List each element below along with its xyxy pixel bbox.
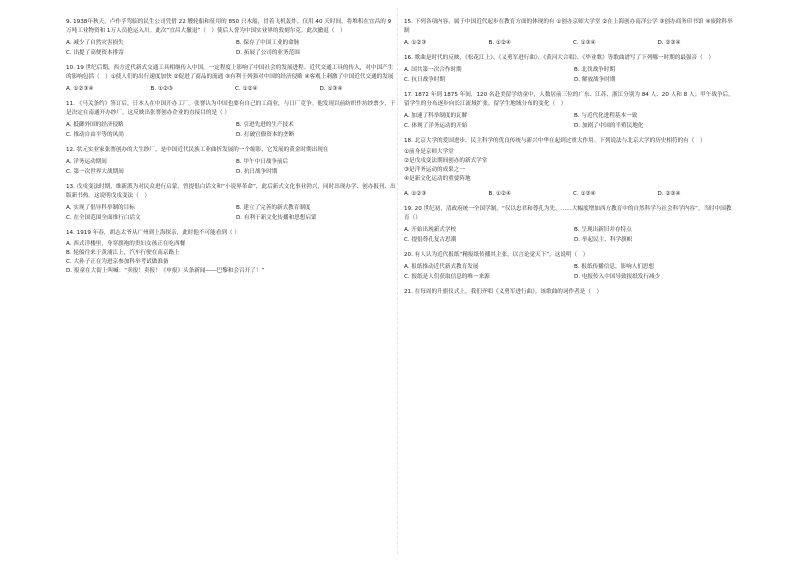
question-item (404, 205, 734, 245)
answer-options (66, 85, 396, 94)
answer-option: D. ②③④ (657, 40, 681, 46)
answer-option: B. 呈现出新旧并存特点 (574, 227, 632, 233)
answer-option: A. ①②③ (404, 40, 427, 46)
answer-option: B. 与近代化进程基本一致 (574, 113, 638, 119)
answer-option: A. 加速了科举制度的瓦解 (404, 113, 468, 119)
question-item (66, 229, 396, 276)
answer-option: C. 体现了洋务运动的开始 (404, 123, 468, 129)
question-stem: 16. 歌曲是时代的反映，《松花江上》、《义勇军进行曲》、《黄河大合唱》、《毕业歌》等歌曲谱写了下列哪一时期的最强音（ ） (404, 55, 714, 61)
answer-options (66, 240, 396, 276)
statement-item: ④是新文化运动的重要阵地 (404, 176, 471, 182)
question-stem: 11. 《马关条约》签订后，日本人在中国开办工厂。张謇认为中国也要有自己的工商业，与日厂竞争。他发现以前纺织作坊纱票少，于是决定在南通开办纱厂。这反映出张謇创办企业的直接目的是（ ） (66, 101, 396, 116)
question-stem: 14. 1919 年春，胡志太爷从广州到上海探亲，此时他不可能看到（ ） (66, 230, 240, 236)
question-stem: 19. 20 世纪初，清政府统一全国学制，“仅以忠君和尊孔为先，……大幅度增加西方教育中的自然科学与社会科学内容”。当时中国教育（） (404, 206, 732, 221)
answer-option: A. ①②③ (404, 191, 427, 197)
question-stem: 20. 有人认为近代报纸“精报纸传播其主张，以言论觉天下”，这说明（ ） (404, 252, 589, 258)
answer-options (404, 190, 734, 199)
question-item (66, 18, 396, 58)
question-stem: 10. 19 世纪后期，西方近代新式交通工具相继传入中国，一定程度上影响了中国社会的发展进程。近代交通工具的传入，对中国产生的影响包括（ ）①使人们的出行速度加快 ②促进了商品的流通 ③有利于列强对中国的经济侵略 ④客观上刺激了中国近代交通的发展 (66, 65, 394, 80)
answer-option: C. 推动自由平等的风尚 (66, 132, 124, 138)
answer-option: A. 洋务运动期间 (66, 159, 107, 165)
question-stem: 9. 1938年秋天，卢作孚驾临的民生公司凭借 22 艘轮船和征用的 850 只木船，冒着飞机轰炸，仅用 40 天时间，将堆积在宜昌的 9万吨工业物资和 1万人员抢运入川。此次“宜昌大撤退”（ ）使后人誉为中国实业界的敦刻尔克。此次撤退（ ） (66, 19, 392, 34)
answer-option: D. ①③④ (319, 86, 343, 92)
answer-option: D. 加剧了中国的半殖民地化 (574, 123, 644, 129)
question-item (404, 91, 734, 131)
answer-option: A. 西式洋楼里，身穿旗袍的贵妇女孩正在吃西餐 (66, 241, 186, 247)
answer-option: A. ①②③④ (66, 86, 94, 92)
question-item (404, 54, 734, 85)
answer-option: B. 北伐战争时期 (574, 67, 615, 73)
question-stem: 15. 下列各项内容，属于中国近代起步在教育方面的体现的有 ①创办京师大学堂 ②在上海创办南洋公学 ③创办商务印书馆 ④废除科举制 (404, 19, 733, 34)
question-stem: 13. 戊戌变法时期，维新派为对民众进行启蒙，曾提倡白话文和“小说界革命”，此后新式文化事业勃兴，同时出现办学、创办报刊、出版新书热。这说明戊戌变法（ ） (66, 184, 396, 199)
answer-option: A. 抵御外国的经济侵略 (66, 122, 124, 128)
answer-option: D. 拓展了公司的业务范围 (236, 50, 300, 56)
answer-option: A. 国共第一次合作时期 (404, 67, 462, 73)
answer-option: B. ①②③ (150, 86, 173, 92)
answer-option: C. ①③④ (573, 191, 596, 197)
question-stem: 21. 在每周的升旗仪式上，我们齐唱《义勇军进行曲》。该歌曲的词作者是（ ） (404, 289, 603, 295)
answer-options (404, 66, 734, 85)
question-item (404, 18, 734, 48)
question-item (404, 288, 734, 297)
answer-option: C. ①②④ (235, 86, 258, 92)
right-column (404, 18, 734, 302)
answer-options (66, 39, 396, 58)
question-item (66, 183, 396, 223)
answer-option: B. ①②④ (488, 40, 511, 46)
answer-option: B. 建立了完善的新式教育制度 (236, 205, 311, 211)
answer-option: B. ①②④ (488, 191, 511, 197)
answer-option: A. 实现了倡导科举制的目标 (66, 205, 135, 211)
answer-options (66, 204, 396, 223)
answer-option: B. 保存了中国工业的命脉 (236, 40, 300, 46)
answer-option: D. ②③④ (657, 191, 681, 197)
answer-option: C. 报纸是人们获取信息的唯一来源 (404, 274, 490, 280)
answer-options (404, 263, 734, 282)
answer-option: B. 甲午中日战争前后 (236, 159, 289, 165)
statement-item: ②是戊戌变法期间创办的新式学堂 (404, 158, 488, 164)
answer-options (404, 39, 734, 48)
answer-option: D. 电报传入中国导致报纸发行减少 (574, 274, 661, 280)
question-item (404, 137, 734, 199)
question-item (66, 100, 396, 140)
answer-options (404, 112, 734, 131)
question-item (404, 251, 734, 282)
answer-option: D. 抗日战争时期 (236, 169, 278, 175)
answer-option: D. 报童在大街上叫喊：“卖报！卖报！《申报》头条新闻——巴黎和会召开了！” (66, 268, 265, 274)
statement-item: ③是洋务运动的成果之一 (404, 167, 465, 173)
answer-option: D. 解放战争时期 (574, 77, 616, 83)
answer-options (66, 158, 396, 177)
question-stem: 18. 北京大学的爱国进步、民主科学的优良传统与新兴中华在起到过重大作用。下列说法与北京大学的历史相符的有（ ） (404, 138, 706, 144)
answer-option: B. 轮船往来于黄浦江上，汽车行驶在南京路上 (66, 250, 180, 256)
answer-option: C. 在全国范围全面推行白话文 (66, 215, 141, 221)
answer-option: C. 第一次世界大战期间 (66, 169, 124, 175)
answer-option: D. 举起民主、科学旗帜 (574, 237, 633, 243)
answer-option: C. 提倡尊孔复古思潮 (404, 237, 457, 243)
answer-option: B. 报纸传播信息，影响人们思想 (574, 264, 655, 270)
answer-options (404, 226, 734, 245)
answer-option: C. 出提了高便资本排寄 (66, 50, 124, 56)
answer-option: A. 开始出现新式学校 (404, 227, 457, 233)
statement-item: ①前身是京师大学堂 (404, 149, 454, 155)
question-item (66, 146, 396, 177)
left-column (66, 18, 396, 282)
question-stem: 12. 状元实业家张謇创办的大生纱厂，是中国近代民族工业曲折发展的一个缩影，它发展的黄金时期出现在 (66, 147, 329, 153)
answer-option: A. 报纸推动近代新式教育发展 (404, 264, 479, 270)
answer-options (66, 121, 396, 140)
answer-option: A. 减少了自然灾害损失 (66, 40, 124, 46)
column-divider (397, 8, 398, 554)
statement-list (404, 148, 734, 184)
answer-option: C. 大孙子正在为进京参加科举考试做准备 (66, 259, 169, 265)
answer-option: B. 引进先进的生产技术 (236, 122, 294, 128)
answer-option: D. 打破官僚资本的垄断 (236, 132, 295, 138)
answer-option: C. ①③④ (573, 40, 596, 46)
question-stem: 17. 1872 年到 1875 年间，120 名赴美留学幼童中，人数居前三位的广东、江苏、浙江分别为 84 人、20 人和 8 人；甲午战争后，留学生的分布逐步向长江流域扩张。留学生地域分布的变化（ ） (404, 92, 734, 107)
question-item (66, 64, 396, 94)
answer-option: C. 抗日战争时期 (404, 77, 446, 83)
answer-option: D. 有利于新文化传播和思想启蒙 (236, 215, 317, 221)
